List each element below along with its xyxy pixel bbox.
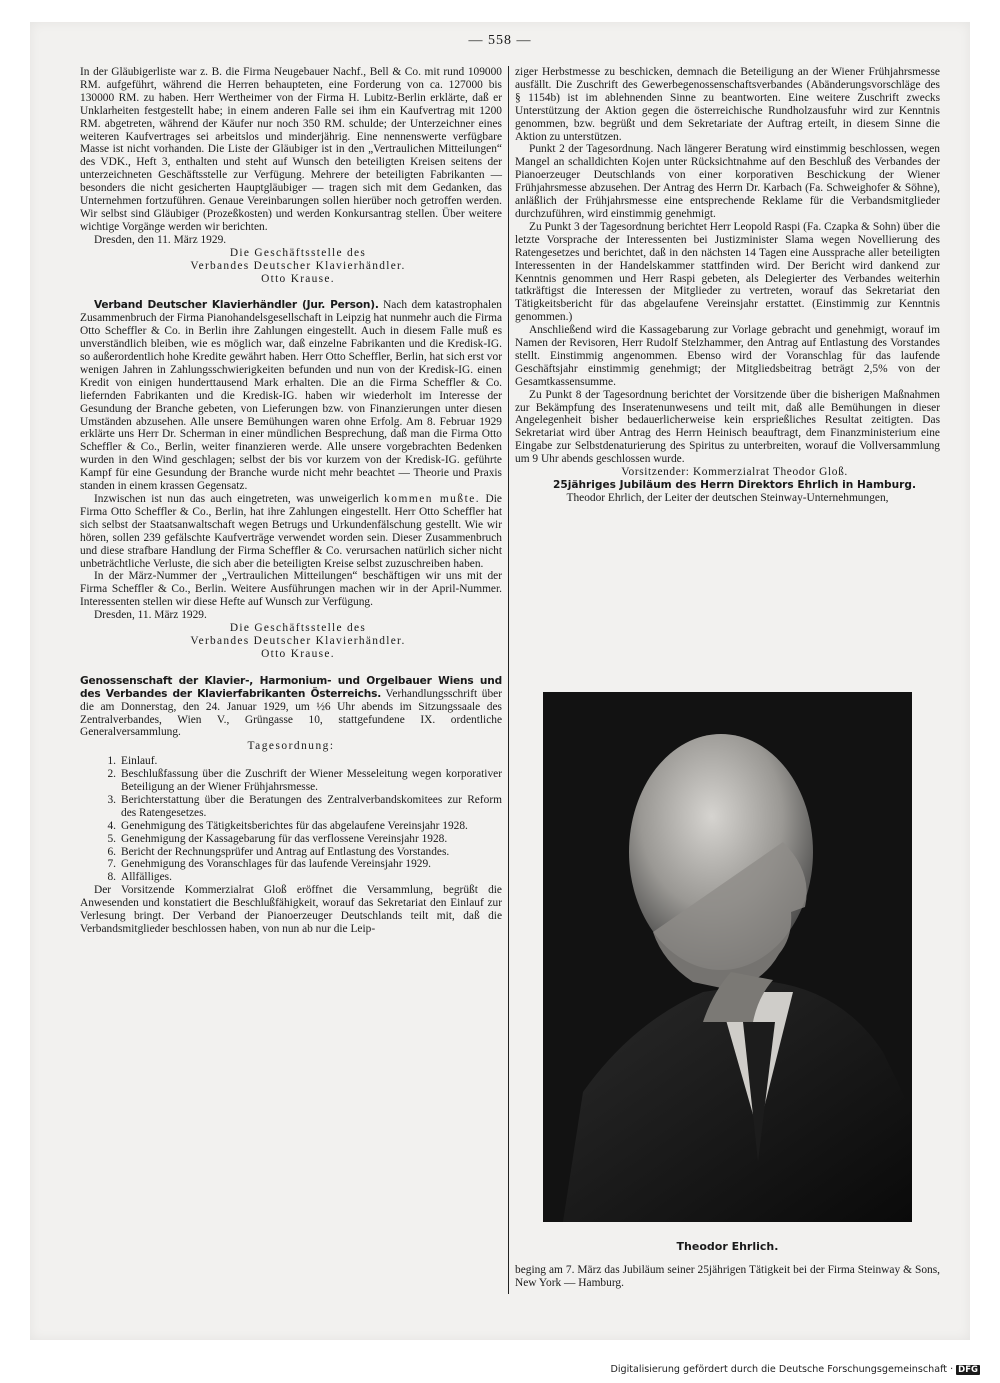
kassagebarung-paragraph: Anschließend wird die Kassagebarung zur Vorlage gebracht und genehmigt, worauf im Namen der Revisoren, Herr Rudolf Stelzhammer, den Antrag auf Entlastung des Vorstandes stellt. Einstimmig angenommen. Ebenso wird der Voranschlag für das laufende Geschäftsjahr einstimmig genehmigt; der Mitgliedsbeitrag beträgt 2,5% von der Gesamtkassensumme. [515, 324, 940, 388]
jubilee-text-block [515, 1264, 940, 1290]
assembly-opening-paragraph: Der Vorsitzende Kommerzialrat Gloß eröffnet die Versammlung, begrüßt die Anwesenden und konstatiert die Beschlußfähigkeit, worauf das Sekretariat den Einlauf zur Verlesung bringt. Der Verband der Pianoerzeuger Deutschlands teilt mit, daß die Verbandsmitglieder beschlossen haben, von nun ab nur die Leip- [80, 884, 502, 935]
agenda-list [80, 755, 502, 884]
column-divider [508, 66, 509, 1294]
agenda-title: Tagesordnung: [247, 740, 335, 753]
punkt-2-paragraph: Punkt 2 der Tagesordnung. Nach längerer Beratung wird einstimmig beschlossen, wegen Mangel an schalldichten Kojen unter Rücksichtnahme auf den Beschluß des Verbandes der Pianoerzeuger Deutschlands von einer korporativen Beschickung der Wiener Frühjahrsmesse abzusehen. Der Antrag des Herrn Dr. Karbach (Fa. Schweighofer & Söhne), anläßlich der Frühjahrsmesse eine entsprechende Reklame für die Verbandsmitglieder durchzuführen, wird einstimmig genehmigt. [515, 143, 940, 220]
scheffler-paragraph: Inzwischen ist nun das auch eingetreten, was unweigerlich kommen mußte. Die Firma Otto Scheffler & Co., Berlin, hat ihre Zahlungen eingestellt. Herr Otto Scheffler hat sich selbst der Staatsanwaltschaft wegen Betrugs und Urkundenfälschung gestellt. Wie wir hören, sollen 239 gefälschte Kaufverträge verwendet worden sein. Dieser Zusammenbruch und diese strafbare Handlung der Firma Scheffler & Co. verursachen natürlich sicher nicht unbeträchtliche Verluste, die sich aber die beteiligten Kreise selbst zuzuschreiben haben. [80, 493, 502, 570]
chairman-signature: Vorsitzender: Kommerzialrat Theodor Gloß. [621, 466, 848, 479]
punkt-3-paragraph: Zu Punkt 3 der Tagesordnung berichtet Herr Leopold Raspi (Fa. Czapka & Sohn) über die letzte Vorsprache der Interessenten bei Justizminister Slama wegen Novellierung des Ratengesetzes und berichtet, daß in den nächsten 14 Tagen eine Aussprache aller beteiligten Interessenten in der Handelskammer stattfinden wird. Der Bericht wird dankend zur Kenntnis genommen und Herr Raspi gebeten, als Delegierter des Verbandes weiterhin tatkräftigst die Interessen der Mitglieder zu vertreten, worauf das Sekretariat den Tätigkeitsbericht für das abgelaufene Vereinsjahr erstattet. (Einstimmig zur Kenntnis genommen.) [515, 220, 940, 324]
article-heading-vdk: Verband Deutscher Klavierhändler (Jur. Person). [94, 299, 379, 312]
right-column [515, 66, 940, 505]
continuation-paragraph: ziger Herbstmesse zu beschicken, demnach die Beteiligung an der Wiener Frühjahrsmesse ausfällt. Die Zuschrift des Gewerbegenossenschaftsverbandes (Abänderungsvorschläge des § 1154b) ist im ablehnenden Sinne zu beantworten. Eine weitere Zuschrift zwecks Unterstützung der Aktion gegen die österreichische Rundholzausfuhr wird zur Kenntnis genommen, bzw. begrüßt und dem Sekretariate der Auftrag erteilt, in diesem Sinne die Aktion zu unterstützen. [515, 66, 940, 143]
agenda-item: 2. Beschlußfassung über die Zuschrift der Wiener Messeleitung wegen korporativer Beteiligung an der Wiener Frühjahrsmesse. [107, 768, 502, 794]
portrait-photo [543, 692, 912, 1222]
footer-credit: Digitalisierung gefördert durch die Deutsche Forschungsgemeinschaft · DFG [610, 1364, 978, 1375]
portrait-caption: Theodor Ehrlich. [676, 1240, 779, 1253]
article-body-vdk: Nach dem katastrophalen Zusammenbruch der Firma Pianohandelsgesellschaft in Leipzig hat nunmehr auch die Firma Otto Scheffler & Co. in Berlin ihre Zahlungen eingestellt. Auch in diesem Falle muß es unverständlich bleiben, wie es möglich war, daß einzelne Fabrikanten und die Kredisk-IG. so außerordentlich hohe Kredite gewährt haben. Herr Otto Scheffler, Berlin, hat sich erst vor wenigen Jahren in Zahlungsschwierigkeiten befunden und nun von der Kredisk-IG. einen Kredit von einigen hunderttausend Mark erhalten. Die an die Firma Scheffler & Co. liefernden Fabrikanten und die Kredisk-IG. haben wir wiederholt im Interesse der Gesundung der Branche gebeten, von Lieferungen bzw. von Finanzierungen unter diesen Umständen abzusehen. Alle unsere Bemühungen waren ohne Erfolg. Am 8. Februar 1929 erklärte uns Herr Dr. Scherman in einer mündlichen Besprechung, daß man die Firma Otto Scheffler & Co., Berlin, weiter finanzieren werde. Alle unsere vorgebrachten Bedenken wurden in den Wind geschlagen; selbst der bis vor kurzem von der Kredisk-IG. geführte Kampf für eine Gesundung der Branche wurde nicht mehr beachtet — Theorie und Praxis standen in einem krassen Gegensatz. [80, 299, 502, 493]
dateline-2: Dresden, 11. März 1929. [94, 609, 207, 622]
page-number: — 558 — [468, 33, 532, 48]
agenda-item: 7. Genehmigung des Voranschlages für das laufende Vereinsjahr 1929. [107, 858, 431, 871]
signature-2-line-3: Otto Krause. [261, 647, 335, 660]
agenda-item: 3. Berichterstattung über die Beratungen des Zentralverbandskomitees zur Reform des Ratengesetzes. [107, 793, 502, 819]
signature-2-line-1: Die Geschäftsstelle des [229, 622, 367, 635]
agenda-item: 1. Einlauf. [107, 755, 158, 768]
signature-1-line-2: Verbandes Deutscher Klavierhändler. [190, 259, 406, 272]
jubilee-heading: 25jähriges Jubiläum des Herrn Direktors Ehrlich in Hamburg. [552, 479, 916, 491]
dfg-logo: DFG [958, 1365, 978, 1375]
agenda-item: 4. Genehmigung des Tätigkeitsberichtes für das abgelaufene Vereinsjahr 1928. [107, 819, 468, 832]
klavierhaendler-article [80, 299, 502, 493]
genossenschaft-article [80, 675, 502, 740]
agenda-item: 6. Bericht der Rechnungsprüfer und Antrag auf Entlastung des Vorstandes. [107, 845, 450, 858]
agenda-item: 5. Genehmigung der Kassagebarung für das verflossene Vereinsjahr 1928. [107, 832, 448, 845]
article-body-genossenschaft: Verhandlungsschrift über die am Donnerstag, den 24. Januar 1929, um ½6 Uhr abends im Sitzungssaale des Zentralverbandes, Wien V., Grüngasse 10, stattgefundene IX. ordentliche Generalversammlung. [80, 687, 502, 739]
maerz-nummer-paragraph: In der März-Nummer der „Vertraulichen Mitteilungen“ beschäftigen wir uns mit der Firma Scheffler & Co., Berlin. Weitere Ausführungen machen wir in der April-Nummer. Interessenten stellen wir diese Hefte auf Wunsch zur Verfügung. [80, 570, 502, 609]
left-column [80, 66, 502, 936]
punkt-8-paragraph: Zu Punkt 8 der Tagesordnung berichtet der Vorsitzende über die bisherigen Maßnahmen zur Bekämpfung des Inseratenunwesens und teilt mit, daß alle Bemühungen in dieser Angelegenheit bisher bedauerlicherweise kein ersprießliches Resultat zeitigten. Das Sekretariat wird über Antrag des Herrn Heinisch beauftragt, dem Finanzministerium eine Eingabe zur Selbstdenaturierung des Spiritus zu unterbreiten, worauf die Vollversammlung um 9 Uhr abends geschlossen wurde. [515, 388, 940, 466]
jubilee-intro: Theodor Ehrlich, der Leiter der deutschen Steinway-Unternehmungen, [566, 491, 889, 504]
dateline-1: Dresden, den 11. März 1929. [94, 233, 227, 246]
portrait-illustration [543, 692, 912, 1222]
signature-1-line-1: Die Geschäftsstelle des [229, 246, 367, 259]
creditor-paragraph: In der Gläubigerliste war z. B. die Firma Neugebauer Nachf., Bell & Co. mit rund 109000 RM. aufgeführt, während die Herren behaupteten, eine Forderung von ca. 127000 bis 130000 RM. zu haben. Herr Wertheimer von der Firma H. Lubitz-Berlin erklärte, daß er Unklarheiten festgestellt habe; in einem anderen Falle sei ihm ein Kaufvertrag mit 1200 RM. abgetreten, während der Käufer nur noch 350 RM. schulde; der Unterzeichner eines weiteren Kaufvertrages sei arbeitslos und minderjährig. Eine nennenswerte verfügbare Masse ist nicht vorhanden. Die Liste der Gläubiger ist in den „Vertraulichen Mitteilungen“ des VDK., Heft 3, enthalten und steht auf Wunsch den beteiligten Kreisen seitens der unterzeichneten Geschäftsstelle zur Verfügung. Mehrere der beteiligten Fabrikanten — besonders die nicht gesicherten Hauptgläubiger — tragen sich mit dem Gedanken, das Unternehmen fortzuführen. Genaue Vereinbarungen sollen hierüber noch getroffen werden. Wir selbst sind Gläubiger (Prozeßkosten) und werden Konkursantrag stellen. Über weitere wichtige Vorgänge werden wir berichten. [80, 66, 502, 233]
signature-1-line-3: Otto Krause. [261, 272, 335, 285]
article-heading-genossenschaft: Genossenschaft der Klavier-, Harmonium- und Orgelbauer Wiens und des Verbandes der Klavierfabrikanten Österreichs. [80, 674, 502, 700]
signature-2-line-2: Verbandes Deutscher Klavierhändler. [190, 634, 406, 647]
jubilee-body: beging am 7. März das Jubiläum seiner 25jährigen Tätigkeit bei der Firma Steinway & Sons, New York — Hamburg. [515, 1264, 940, 1289]
footer-text: Digitalisierung gefördert durch die Deutsche Forschungsgemeinschaft [610, 1364, 948, 1375]
agenda-item: 8. Allfälliges. [107, 871, 172, 884]
